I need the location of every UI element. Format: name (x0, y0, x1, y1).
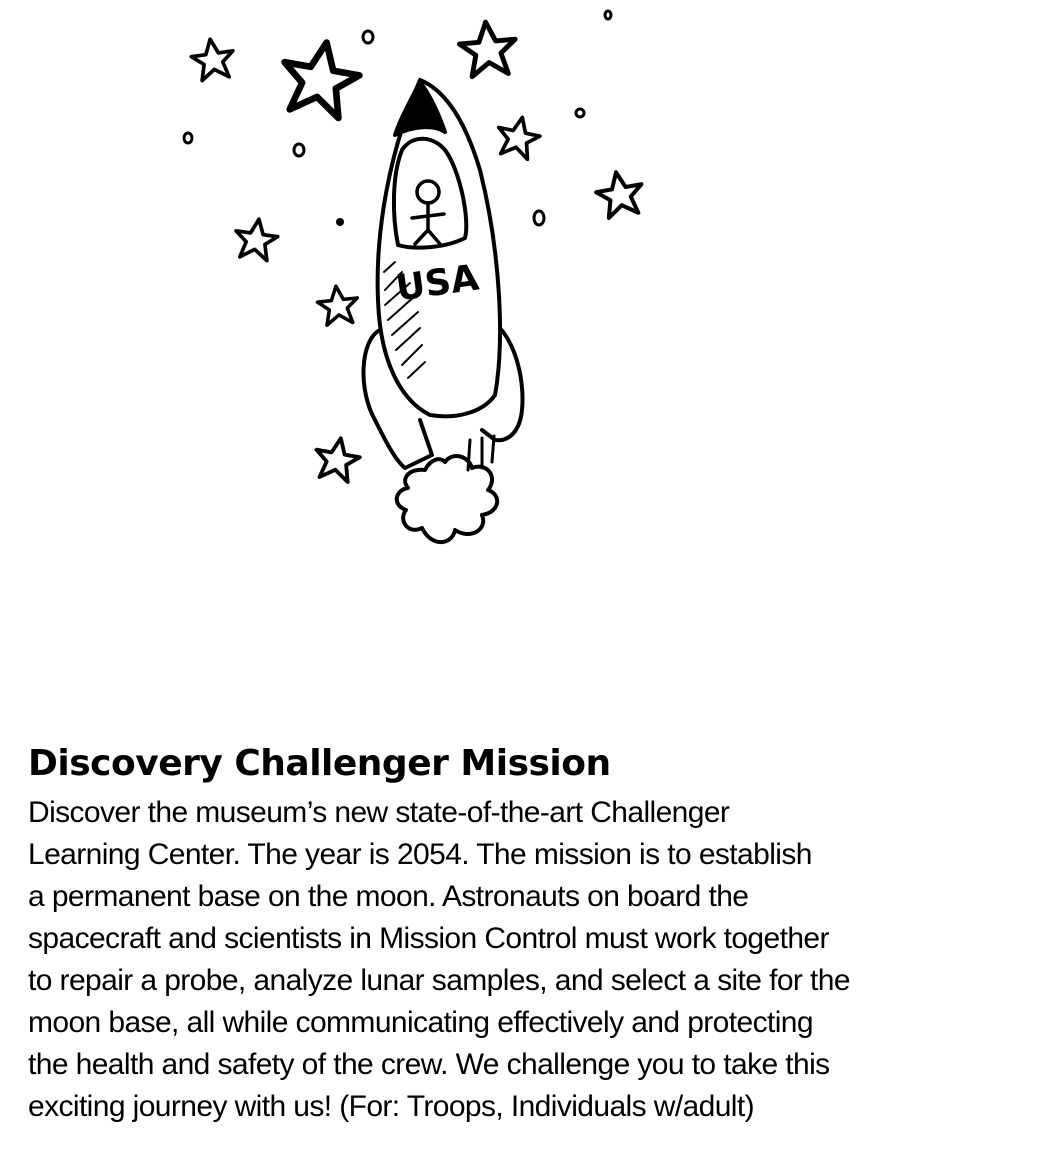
body-line: moon base, all while communicating effectively and protecting (28, 1006, 813, 1039)
rocket-label: USA (393, 257, 482, 310)
article-body (28, 792, 1018, 1128)
body-line: spacecraft and scientists in Mission Control must work together (28, 922, 829, 955)
body-line: exciting journey with us! (For: Troops, Individuals w/adult) (28, 1090, 754, 1123)
body-line: Discover the museum’s new state-of-the-art Challenger (28, 796, 730, 829)
rocket-illustration (170, 0, 670, 580)
body-line: Learning Center. The year is 2054. The mission is to establish (28, 838, 812, 871)
body-line: the health and safety of the crew. We challenge you to take this (28, 1048, 830, 1081)
article (28, 740, 1018, 1128)
body-line: a permanent base on the moon. Astronauts on board the (28, 880, 749, 913)
body-line: to repair a probe, analyze lunar samples, and select a site for the (28, 964, 850, 997)
rocket-icon (170, 0, 670, 580)
article-title: Discovery Challenger Mission (28, 743, 611, 784)
